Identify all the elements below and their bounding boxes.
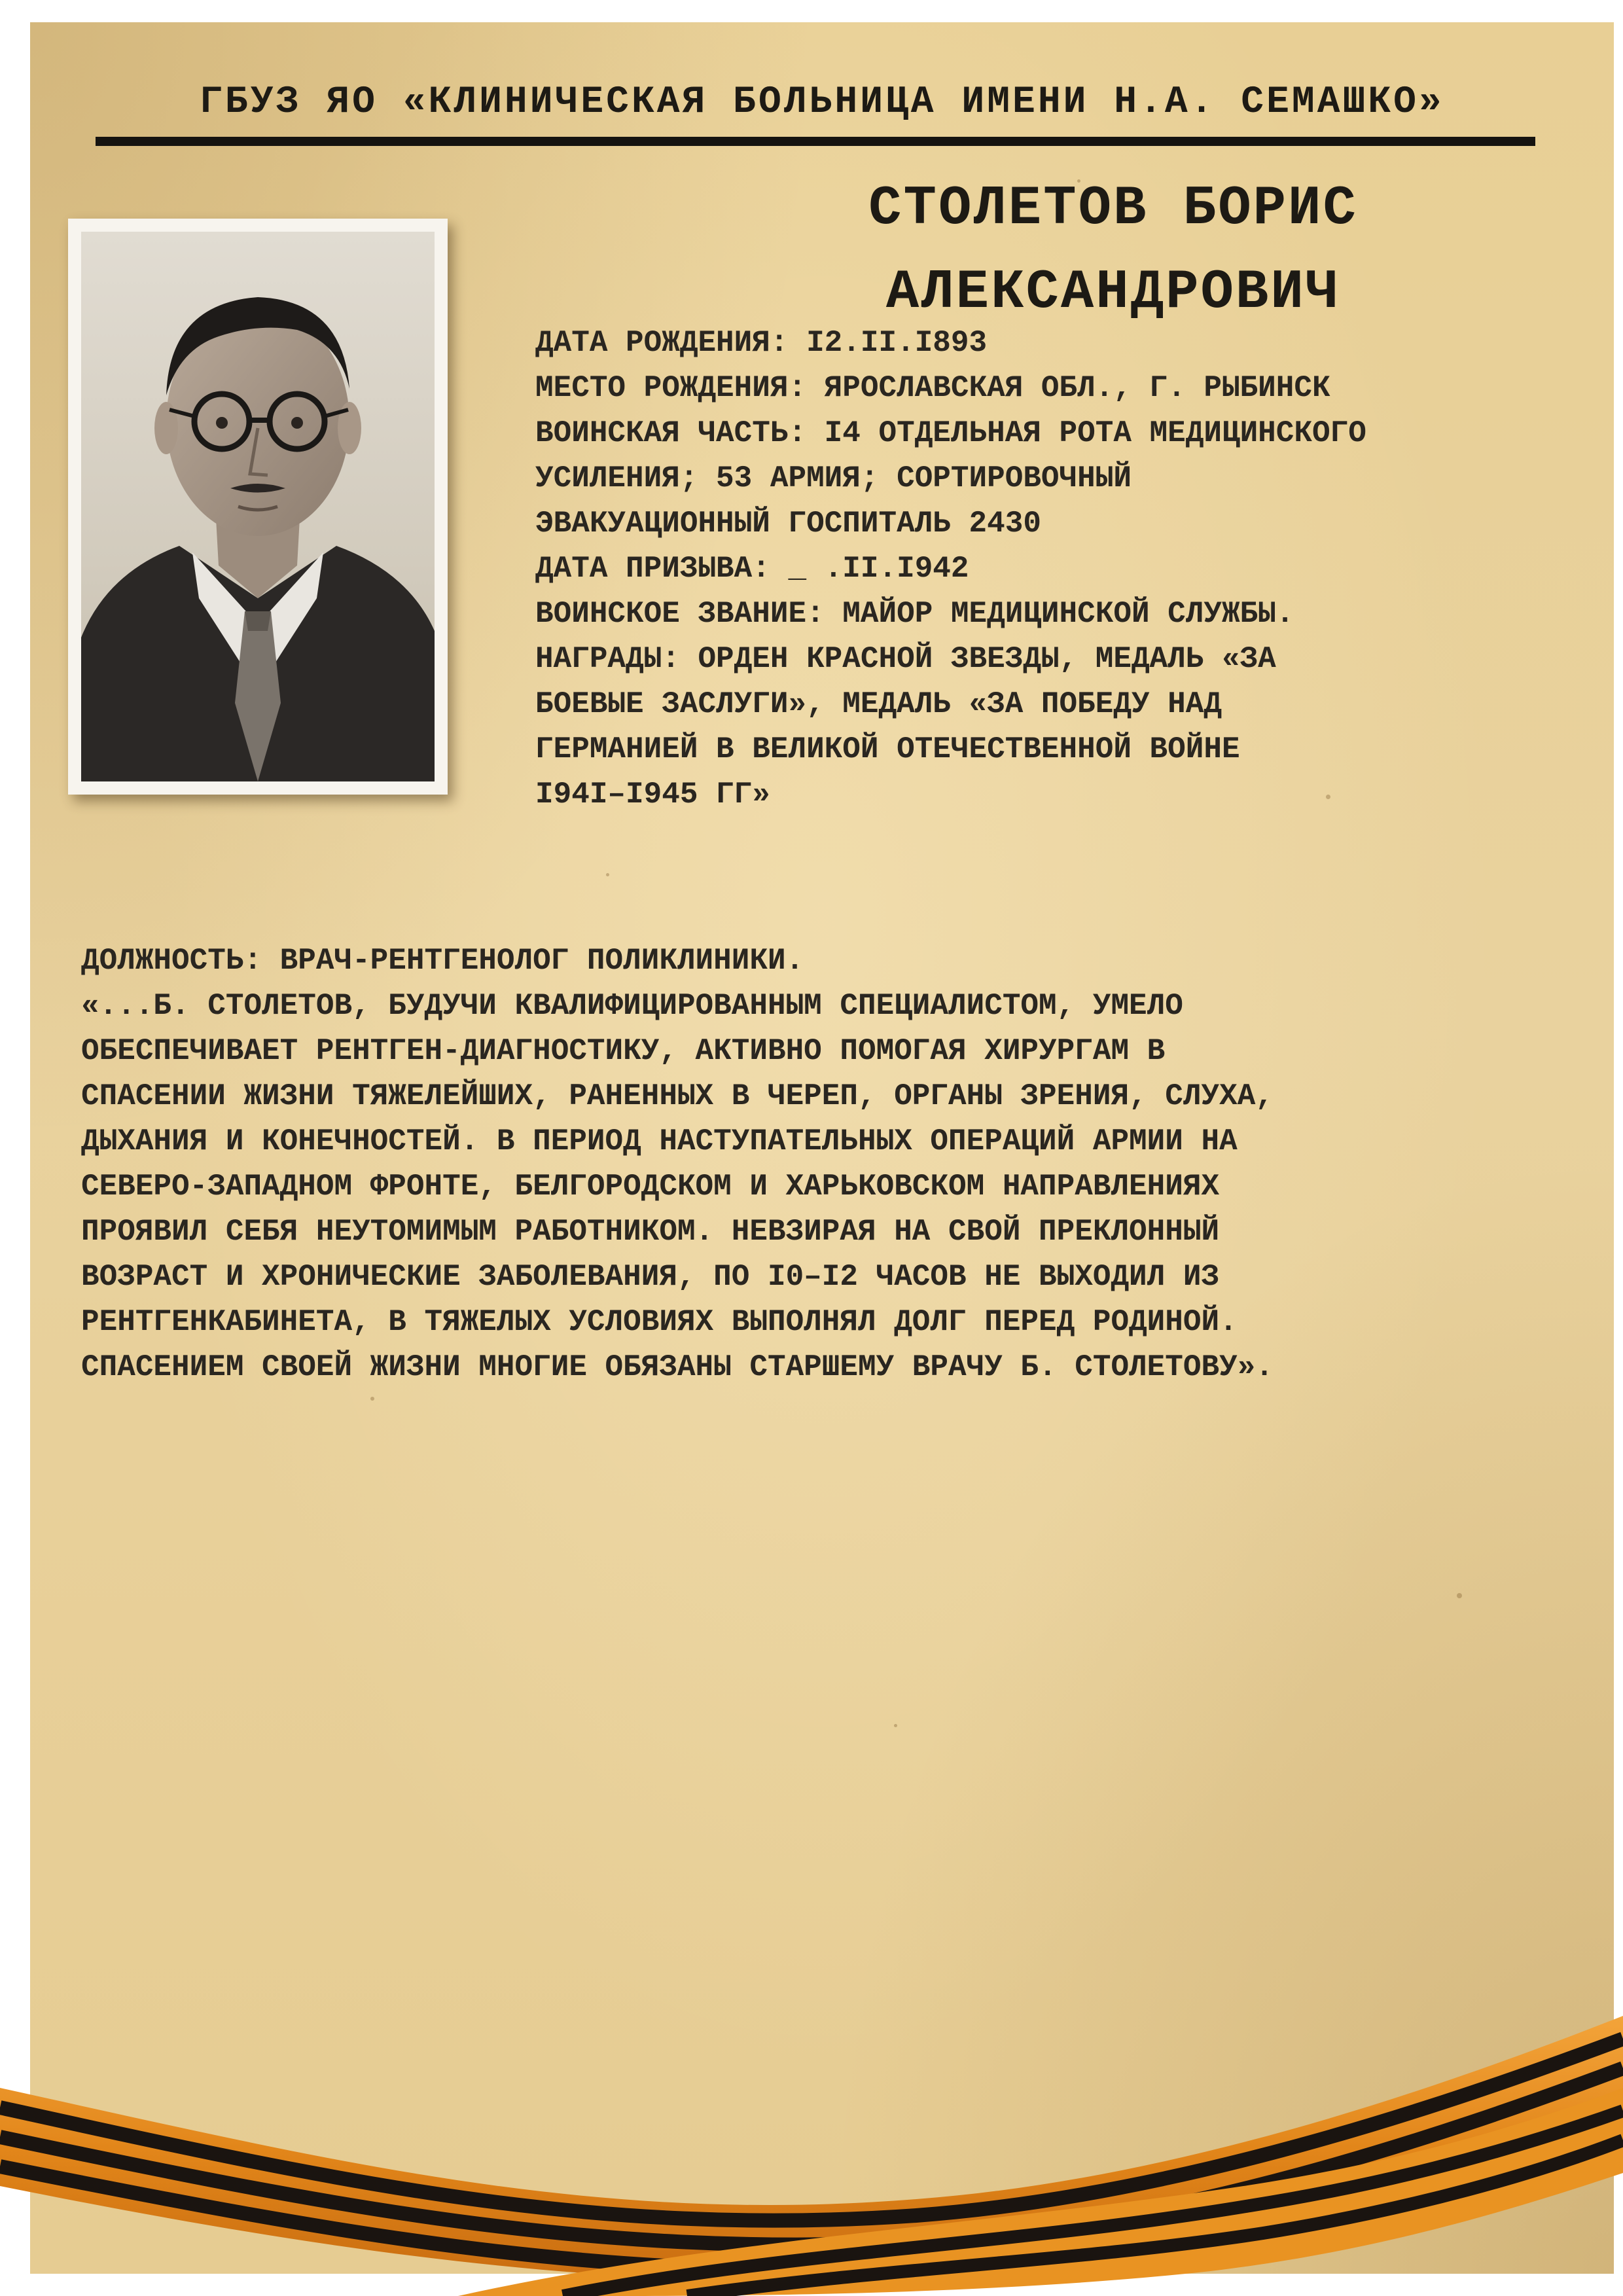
- bio-quote-line: ДЫХАНИЯ И КОНЕЧНОСТЕЙ. В ПЕРИОД НАСТУПАТЕЛЬНЫХ ОПЕРАЦИЙ АРМИИ НА: [81, 1124, 1238, 1158]
- bio-quote-line: ОБЕСПЕЧИВАЕТ РЕНТГЕН-ДИАГНОСТИКУ, АКТИВНО ПОМОГАЯ ХИРУРГАМ В: [81, 1034, 1166, 1068]
- info-draft-date: ДАТА ПРИЗЫВА: _ .II.I942: [535, 552, 969, 586]
- paper-speckle: [606, 873, 609, 876]
- bio-quote-line: СПАСЕНИИ ЖИЗНИ ТЯЖЕЛЕЙШИХ, РАНЕННЫХ В ЧЕРЕП, ОРГАНЫ ЗРЕНИЯ, СЛУХА,: [81, 1079, 1274, 1113]
- person-name: [737, 168, 1489, 335]
- person-surname-firstname: СТОЛЕТОВ БОРИС: [868, 178, 1358, 240]
- biography-block: [81, 939, 1586, 1390]
- aged-paper-background: [30, 22, 1614, 2274]
- person-patronymic: АЛЕКСАНДРОВИЧ: [885, 262, 1341, 324]
- bio-quote-line: СПАСЕНИЕМ СВОЕЙ ЖИЗНИ МНОГИЕ ОБЯЗАНЫ СТАРШЕМУ ВРАЧУ Б. СТОЛЕТОВУ».: [81, 1350, 1274, 1384]
- info-military-unit-cont: УСИЛЕНИЯ; 53 АРМИЯ; СОРТИРОВОЧНЫЙ: [535, 461, 1132, 495]
- bio-position: ДОЛЖНОСТЬ: ВРАЧ-РЕНТГЕНОЛОГ ПОЛИКЛИНИКИ.: [81, 944, 804, 978]
- portrait-frame: [68, 219, 448, 795]
- bio-quote-line: «...Б. СТОЛЕТОВ, БУДУЧИ КВАЛИФИЦИРОВАННЫМ СПЕЦИАЛИСТОМ, УМЕЛО: [81, 989, 1183, 1023]
- bio-quote-line: ВОЗРАСТ И ХРОНИЧЕСКИЕ ЗАБОЛЕВАНИЯ, ПО I0–I2 ЧАСОВ НЕ ВЫХОДИЛ ИЗ: [81, 1260, 1220, 1294]
- info-awards: НАГРАДЫ: ОРДЕН КРАСНОЙ ЗВЕЗДЫ, МЕДАЛЬ «ЗА: [535, 642, 1276, 676]
- st-george-ribbon: [0, 1990, 1623, 2296]
- header-divider: [96, 137, 1535, 146]
- info-military-unit: ВОИНСКАЯ ЧАСТЬ: I4 ОТДЕЛЬНАЯ РОТА МЕДИЦИНСКОГО: [535, 416, 1366, 450]
- organization-header: ГБУЗ ЯО «КЛИНИЧЕСКАЯ БОЛЬНИЦА ИМЕНИ Н.А. СЕМАШКО»: [200, 81, 1444, 124]
- info-birth-place: МЕСТО РОЖДЕНИЯ: ЯРОСЛАВСКАЯ ОБЛ., Г. РЫБИНСК: [535, 371, 1330, 405]
- bio-quote-line: РЕНТГЕНКАБИНЕТА, В ТЯЖЕЛЫХ УСЛОВИЯХ ВЫПОЛНЯЛ ДОЛГ ПЕРЕД РОДИНОЙ.: [81, 1305, 1238, 1339]
- info-birth-date: ДАТА РОЖДЕНИЯ: I2.II.I893: [535, 326, 988, 360]
- info-military-rank: ВОИНСКОЕ ЗВАНИЕ: МАЙОР МЕДИЦИНСКОЙ СЛУЖБЫ.: [535, 597, 1294, 631]
- paper-speckle: [894, 1724, 897, 1727]
- info-awards-cont: БОЕВЫЕ ЗАСЛУГИ», МЕДАЛЬ «ЗА ПОБЕДУ НАД: [535, 687, 1222, 721]
- portrait-photo: [81, 232, 435, 781]
- info-awards-cont: ГЕРМАНИЕЙ В ВЕЛИКОЙ ОТЕЧЕСТВЕННОЙ ВОЙНЕ: [535, 732, 1240, 766]
- bio-quote-line: СЕВЕРО-ЗАПАДНОМ ФРОНТЕ, БЕЛГОРОДСКОМ И ХАРЬКОВСКОМ НАПРАВЛЕНИЯХ: [81, 1170, 1220, 1204]
- paper-speckle: [1457, 1593, 1462, 1598]
- info-awards-cont: I94I–I945 ГГ»: [535, 778, 770, 812]
- bio-quote-line: ПРОЯВИЛ СЕБЯ НЕУТОМИМЫМ РАБОТНИКОМ. НЕВЗИРАЯ НА СВОЙ ПРЕКЛОННЫЙ: [81, 1215, 1220, 1249]
- personal-info-block: [535, 321, 1582, 817]
- portrait-illustration: [81, 232, 435, 781]
- info-military-unit-cont: ЭВАКУАЦИОННЫЙ ГОСПИТАЛЬ 2430: [535, 507, 1041, 541]
- paper-speckle: [370, 1397, 374, 1401]
